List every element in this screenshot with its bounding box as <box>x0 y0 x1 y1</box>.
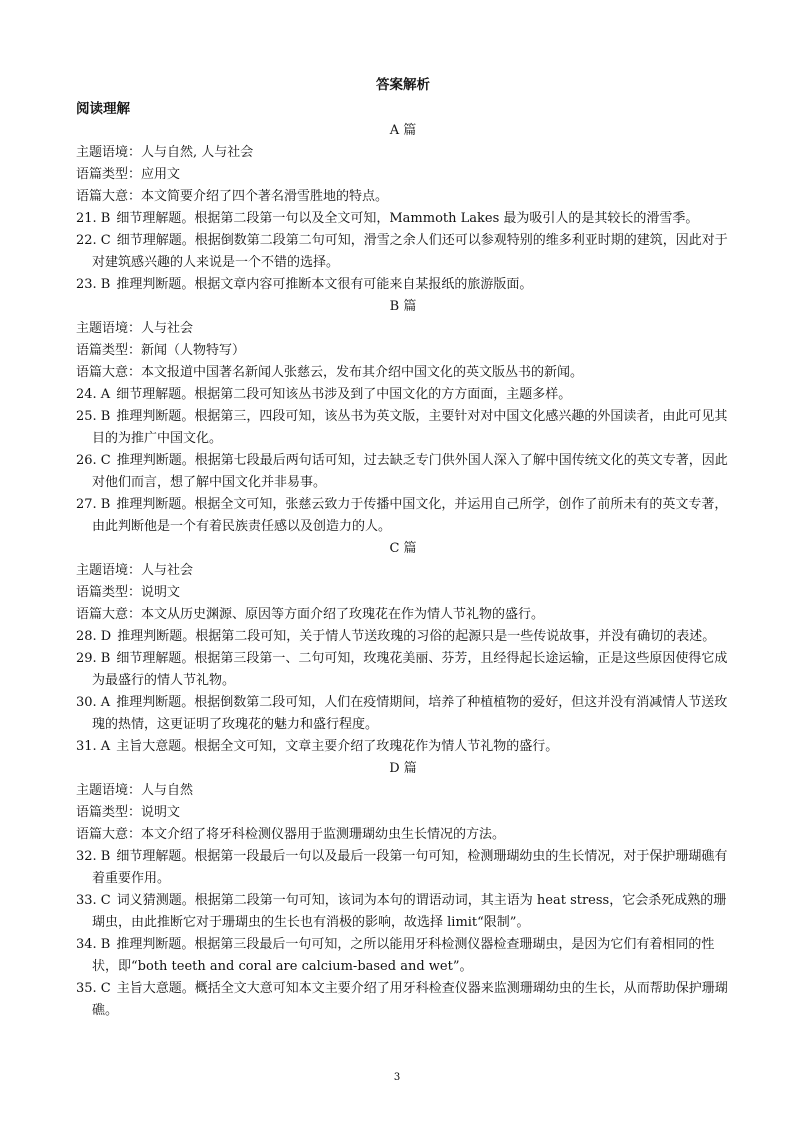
question-number-answer: 28. D <box>76 629 112 644</box>
question-number-answer: 33. C <box>76 893 111 908</box>
question-item <box>76 890 730 934</box>
question-item <box>76 274 730 296</box>
question-explanation: 推理判断题。根据第三段最后一句可知，之所以能用牙科检测仪器检查珊瑚虫，是因为它们有着相同的性状，即“both teeth and coral are calcium-based and wet”。 <box>92 937 715 974</box>
question-explanation: 细节理解题。根据倒数第二段第二句可知，滑雪之余人们还可以参观特别的维多利亚时期的建筑，因此对于对建筑感兴趣的人来说是一个不错的选择。 <box>92 233 728 270</box>
passage-theme: 主题语境：人与社会 <box>76 563 194 578</box>
passage-type: 语篇类型：新闻（人物特写） <box>76 343 246 358</box>
question-item <box>76 626 730 648</box>
page-number: 3 <box>393 1072 401 1083</box>
question-item <box>76 736 730 758</box>
question-explanation: 推理判断题。根据第三，四段可知，该丛书为英文版，主要针对对中国文化感兴趣的外国读者，由此可见其目的为推广中国文化。 <box>92 409 728 446</box>
passage-summary: 语篇大意：本文从历史渊源、原因等方面介绍了玫瑰花在作为情人节礼物的盛行。 <box>76 607 545 622</box>
section-heading: 阅读理解 <box>76 101 130 116</box>
question-explanation: 细节理解题。根据第一段最后一句以及最后一段第一句可知，检测珊瑚幼虫的生长情况，对于保护珊瑚礁有着重要作用。 <box>92 849 728 886</box>
question-item <box>76 208 730 230</box>
question-number-answer: 25. B <box>76 409 111 424</box>
passage-type: 语篇类型：应用文 <box>76 167 181 182</box>
question-number-answer: 32. B <box>76 849 111 864</box>
document-title: 答案解析 <box>376 77 430 92</box>
question-item <box>76 846 730 890</box>
question-number-answer: 30. A <box>76 695 111 710</box>
question-item <box>76 450 730 494</box>
passage-type: 语篇类型：说明文 <box>76 585 181 600</box>
question-number-answer: 23. B <box>76 277 111 292</box>
question-number-answer: 34. B <box>76 937 111 952</box>
passage-theme: 主题语境：人与自然, 人与社会 <box>76 145 254 160</box>
question-number-answer: 26. C <box>76 453 111 468</box>
passage-theme: 主题语境：人与社会 <box>76 321 194 336</box>
passage-title: A 篇 <box>389 123 417 138</box>
question-number-answer: 24. A <box>76 387 111 402</box>
passage-type: 语篇类型：说明文 <box>76 805 181 820</box>
passage-title: B 篇 <box>389 299 417 314</box>
passage-title: D 篇 <box>389 761 417 776</box>
question-explanation: 推理判断题。根据文章内容可推断本文很有可能来自某报纸的旅游版面。 <box>116 277 533 292</box>
question-explanation: 推理判断题。根据第七段最后两句话可知，过去缺乏专门供外国人深入了解中国传统文化的英文专著，因此对他们而言，想了解中国文化并非易事。 <box>92 453 728 490</box>
question-item <box>76 230 730 274</box>
question-explanation: 推理判断题。根据全文可知，张慈云致力于传播中国文化，并运用自己所学，创作了前所未有的英文专著，由此判断他是一个有着民族责任感以及创造力的人。 <box>92 497 728 534</box>
passages-container <box>76 120 730 1022</box>
passage-theme: 主题语境：人与自然 <box>76 783 194 798</box>
passage-summary: 语篇大意：本文简要介绍了四个著名滑雪胜地的特点。 <box>76 189 389 204</box>
question-explanation: 词义猜测题。根据第二段第一句可知，该词为本句的谓语动词，其主语为 heat stress，它会杀死成熟的珊瑚虫，由此推断它对于珊瑚虫的生长也有消极的影响，故选择 limit“限制”。 <box>92 893 727 930</box>
question-item <box>76 648 730 692</box>
question-item <box>76 406 730 450</box>
question-item <box>76 692 730 736</box>
question-number-answer: 27. B <box>76 497 111 512</box>
question-explanation: 主旨大意题。根据全文可知，文章主要介绍了玫瑰花作为情人节礼物的盛行。 <box>116 739 559 754</box>
question-explanation: 细节理解题。根据第三段第一、二句可知，玫瑰花美丽、芬芳，且经得起长途运输，正是这些原因使得它成为最盛行的情人节礼物。 <box>92 651 728 688</box>
question-item <box>76 978 730 1022</box>
question-number-answer: 21. B <box>76 211 111 226</box>
question-explanation: 主旨大意题。概括全文大意可知本文主要介绍了用牙科检查仪器来监测珊瑚幼虫的生长，从而帮助保护珊瑚礁。 <box>92 981 728 1018</box>
question-explanation: 细节理解题。根据第二段可知该丛书涉及到了中国文化的方方面面，主题多样。 <box>116 387 572 402</box>
question-item <box>76 494 730 538</box>
passage-summary: 语篇大意：本文报道中国著名新闻人张慈云，发布其介绍中国文化的英文版丛书的新闻。 <box>76 365 584 380</box>
question-number-answer: 29. B <box>76 651 111 666</box>
passage-title: C 篇 <box>389 541 417 556</box>
question-item <box>76 934 730 978</box>
question-item <box>76 384 730 406</box>
passage-summary: 语篇大意：本文介绍了将牙科检测仪器用于监测珊瑚幼虫生长情况的方法。 <box>76 827 506 842</box>
question-number-answer: 35. C <box>76 981 111 996</box>
question-explanation: 细节理解题。根据第二段第一句以及全文可知，Mammoth Lakes 最为吸引人的是其较长的滑雪季。 <box>116 211 699 226</box>
question-number-answer: 31. A <box>76 739 111 754</box>
question-number-answer: 22. C <box>76 233 111 248</box>
question-explanation: 推理判断题。根据倒数第二段可知，人们在疫情期间，培养了种植植物的爱好，但这并没有消减情人节送玫瑰的热情，这更证明了玫瑰花的魅力和盛行程度。 <box>92 695 728 732</box>
question-explanation: 推理判断题。根据第二段可知，关于情人节送玫瑰的习俗的起源只是一些传说故事，并没有确切的表述。 <box>117 629 716 644</box>
